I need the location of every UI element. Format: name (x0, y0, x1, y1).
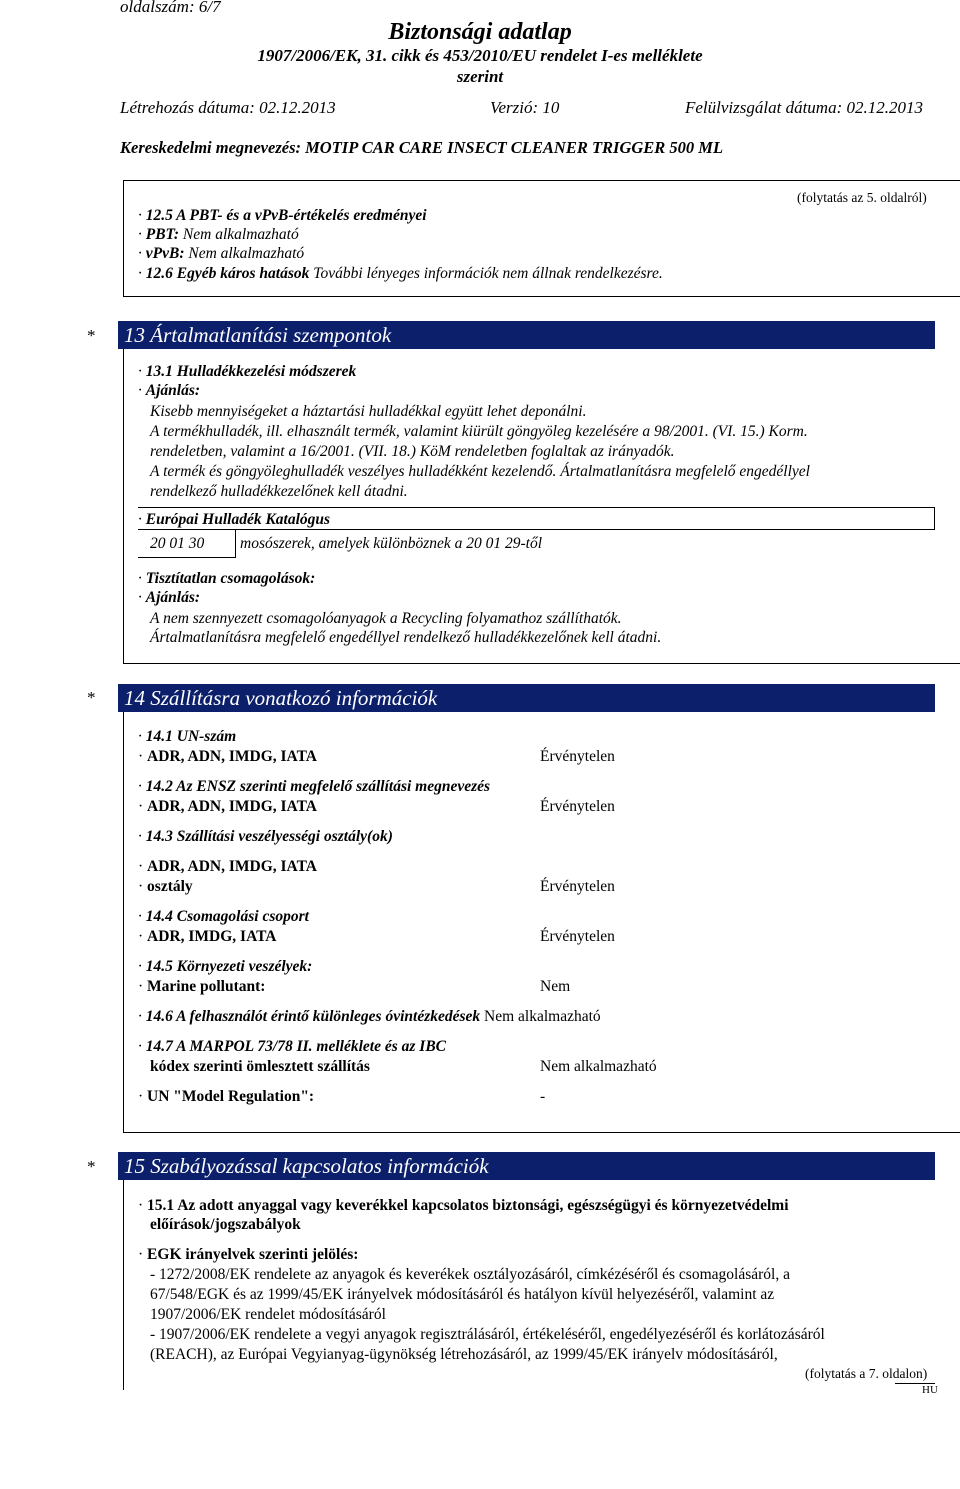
section-12-top-rule (123, 180, 960, 181)
un-number-value: Érvénytelen (540, 748, 615, 765)
marine-pollutant-value: Nem (540, 978, 571, 995)
packaging-text-1: A nem szennyezett csomagolóanyagok a Recycling folyamathoz szállíthatók. (150, 610, 622, 627)
revised-date: Felülvizsgálat dátuma: 02.12.2013 (685, 98, 923, 117)
catalog-mid-rule (138, 529, 935, 530)
unclean-packaging-label: · Tisztítatlan csomagolások: (138, 570, 316, 587)
pbt-heading: · 12.5 A PBT- és a vPvB-értékelés eredményei (138, 207, 427, 224)
section-13-title: 13 Ártalmatlanítási szempontok (118, 321, 935, 349)
regulation-line: 1907/2006/EK, 31. cikk és 453/2010/EU rendelet I-es melléklete (257, 46, 703, 65)
catalog-title: · Európai Hulladék Katalógus (138, 511, 331, 528)
recommendation-label-2: · Ajánlás: (138, 589, 201, 606)
trade-name: Kereskedelmi megnevezés: MOTIP CAR CARE INSECT CLEANER TRIGGER 500 ML (120, 138, 724, 157)
section-15-left-rule (123, 1180, 124, 1390)
marpol-heading: · 14.7 A MARPOL 73/78 II. melléklete és az IBC (138, 1038, 446, 1055)
continued-from: (folytatás az 5. oldalról) (797, 190, 927, 205)
regulation-text-5: (REACH), az Európai Vegyianyag-ügynökség létrehozásáról, az 1999/45/EK irányelv módosításáról, (150, 1346, 778, 1363)
change-marker-15: * (87, 1157, 96, 1176)
shipping-name-heading: · 14.2 Az ENSZ szerinti megfelelő szállítási megnevezés (138, 778, 491, 795)
regulations-heading-2: előírások/jogszabályok (150, 1216, 301, 1233)
continued-to: (folytatás a 7. oldalon) (805, 1366, 928, 1381)
un-number-row: · ADR, ADN, IMDG, IATA (138, 748, 317, 765)
rec-text-4: A termék és göngyöleghulladék veszélyes hulladékként kezelendő. Ártalmatlanításra megfelelő engedéllyel (150, 463, 810, 480)
other-effects-row: · 12.6 Egyéb káros hatások További lényeges információk nem állnak rendelkezésre. (138, 265, 663, 282)
packing-group-heading: · 14.4 Csomagolási csoport (138, 908, 309, 925)
version: Verzió: 10 (490, 98, 560, 117)
rec-text-5: rendelkező hulladékkezelőnek kell átadni. (150, 483, 408, 500)
shipping-name-value: Érvénytelen (540, 798, 615, 815)
marine-pollutant-row: · Marine pollutant: (138, 978, 266, 995)
rec-text-2: A termékhulladék, ill. elhasznált termék, valamint kiürült göngyöleg kezelésére a 98/2001. (VI. 15.) Korm. (150, 423, 808, 440)
created-date: Létrehozás dátuma: 02.12.2013 (120, 98, 336, 117)
model-regulation-value: - (540, 1088, 546, 1105)
recommendation-label: · Ajánlás: (138, 382, 201, 399)
catalog-code: 20 01 30 (150, 535, 205, 552)
packing-group-value: Érvénytelen (540, 928, 615, 945)
section-13-left-rule (123, 349, 124, 663)
regulation-text-3: 1907/2006/EK rendelet módosításáról (150, 1306, 386, 1323)
change-marker-13: * (87, 326, 96, 345)
hazard-class-value: Érvénytelen (540, 878, 615, 895)
vpvb-row: · vPvB: Nem alkalmazható (138, 245, 305, 262)
catalog-top-rule (138, 507, 935, 508)
language-code: HU (922, 1384, 938, 1396)
section-14-bottom-rule (123, 1132, 960, 1133)
section-12-bottom-rule (123, 296, 960, 297)
packaging-text-2: Ártalmatlanításra megfelelő engedéllyel rendelkező hulladékkezelőnek kell átadni. (150, 629, 662, 646)
rec-text-1: Kisebb mennyiségeket a háztartási hulladékkal együtt lehet deponálni. (150, 403, 587, 420)
regulation-text-2: 67/548/EGK és az 1999/45/EK irányelvek módosításáról és hatályon kívül helyezéséről, valamint az (150, 1286, 775, 1303)
section-15-title: 15 Szabályozással kapcsolatos információk (118, 1152, 935, 1180)
according-line: szerint (456, 67, 504, 86)
hazard-class-heading: · 14.3 Szállítási veszélyességi osztály(ok) (138, 828, 393, 845)
regulation-text-4: - 1907/2006/EK rendelete a vegyi anyagok regisztrálásáról, értékeléséről, engedélyezéséről és korlátozásáról (150, 1326, 825, 1343)
document-title: Biztonsági adatlap (388, 19, 572, 45)
un-number-heading: · 14.1 UN-szám (138, 728, 237, 745)
env-hazards-heading: · 14.5 Környezeti veszélyek: (138, 958, 313, 975)
pbt-row: · PBT: Nem alkalmazható (138, 226, 299, 243)
model-regulation-row: · UN "Model Regulation": (138, 1088, 315, 1105)
packing-group-row: · ADR, IMDG, IATA (138, 928, 277, 945)
rec-text-3: rendeletben, valamint a 16/2001. (VII. 18.) KöM rendeletben foglaltak az irányadók. (150, 443, 675, 460)
catalog-divider (235, 529, 236, 558)
egk-labelling-heading: · EGK irányelvek szerinti jelölés: (138, 1246, 359, 1263)
catalog-description: mosószerek, amelyek különböznek a 20 01 29-től (240, 535, 543, 552)
bulk-transport-value: Nem alkalmazható (540, 1058, 657, 1075)
regulation-text-1: - 1272/2008/EK rendelete az anyagok és keverékek osztályozásáról, címkézéséről és csomagolásáról, a (150, 1266, 790, 1283)
change-marker-14: * (87, 688, 96, 707)
catalog-right-rule (934, 507, 935, 529)
page-number: oldalszám: 6/7 (120, 0, 221, 16)
section-14-left-rule (123, 712, 124, 1132)
regulations-heading-1: · 15.1 Az adott anyaggal vagy keverékkel kapcsolatos biztonsági, egészségügyi és környezetvédelmi (138, 1197, 789, 1214)
waste-methods-heading: · 13.1 Hulladékkezelési módszerek (138, 363, 357, 380)
section-13-bottom-rule (123, 663, 960, 664)
special-precautions-row: · 14.6 A felhasználót érintő különleges óvintézkedések Nem alkalmazható (138, 1008, 601, 1025)
shipping-name-row: · ADR, ADN, IMDG, IATA (138, 798, 317, 815)
section-12-left-rule (123, 180, 124, 296)
hazard-class-row: · osztály (138, 878, 193, 895)
section-14-title: 14 Szállításra vonatkozó információk (118, 684, 935, 712)
catalog-bottom-rule (138, 557, 235, 558)
bulk-transport-row: kódex szerinti ömlesztett szállítás (150, 1058, 370, 1075)
hazard-class-modes: · ADR, ADN, IMDG, IATA (138, 858, 317, 875)
